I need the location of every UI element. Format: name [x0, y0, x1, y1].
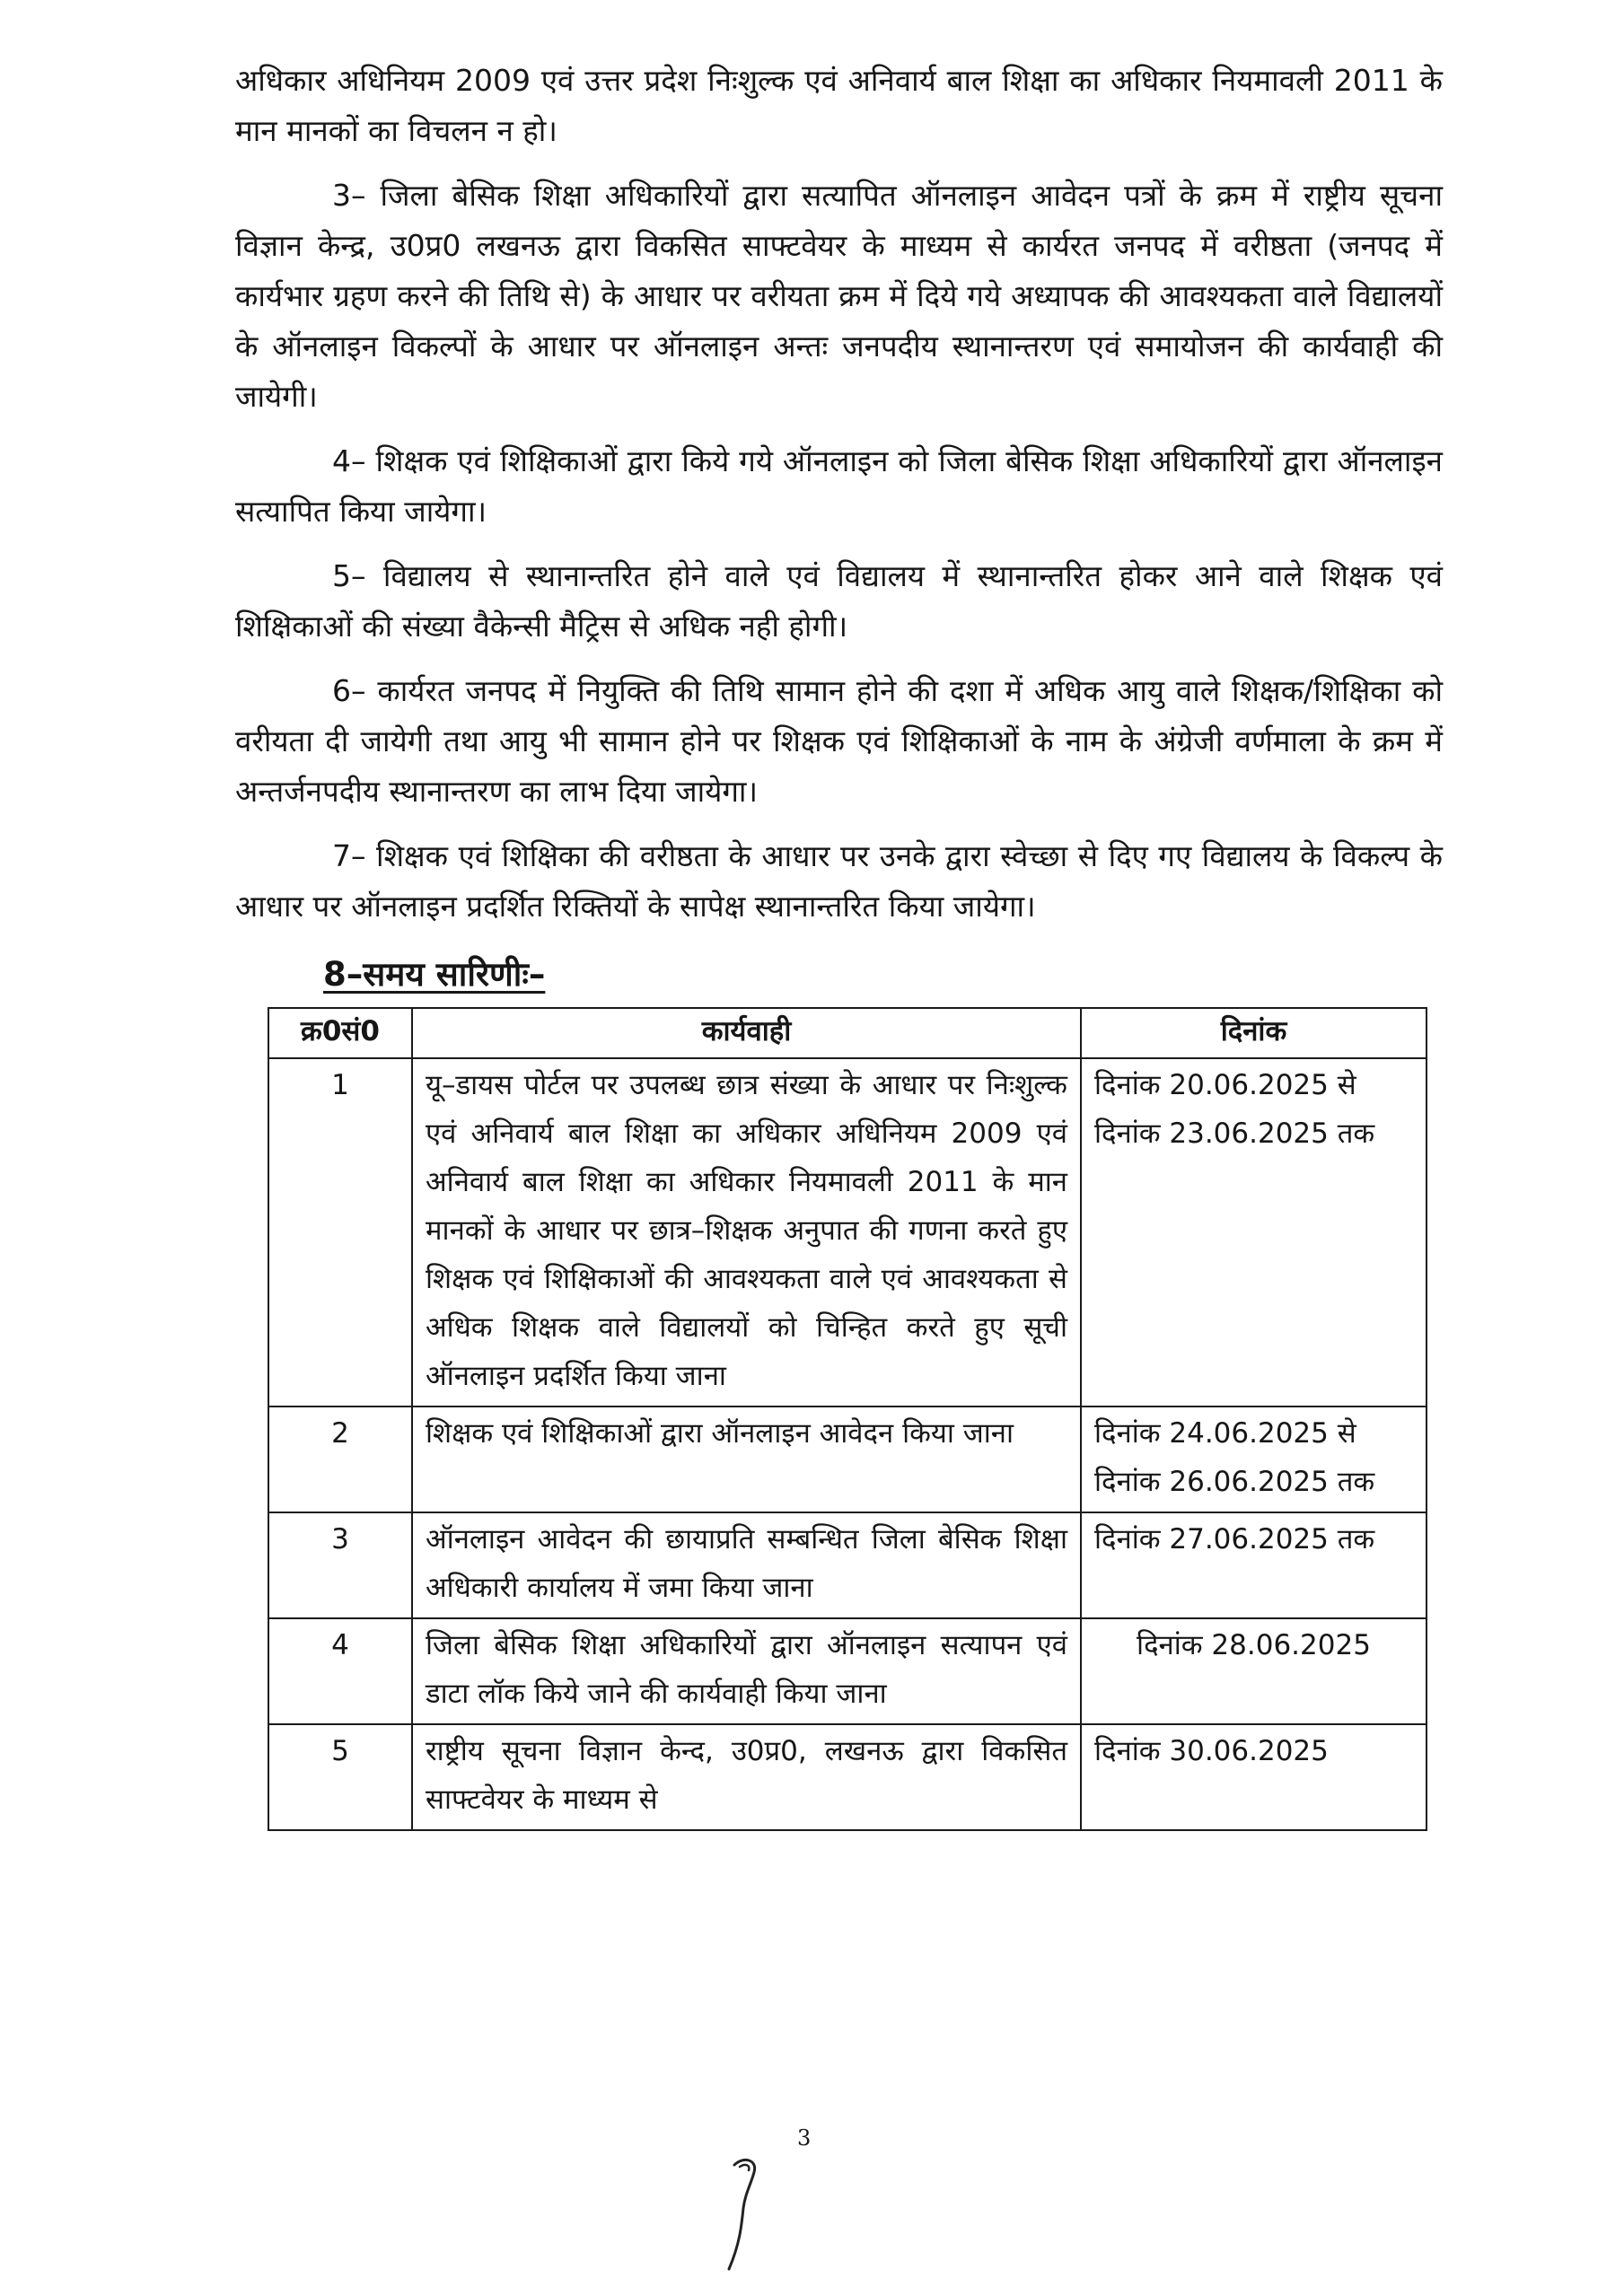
- cell-serial: 1: [268, 1058, 412, 1407]
- cell-action: जिला बेसिक शिक्षा अधिकारियों द्वारा ऑनलाइन सत्यापन एवं डाटा लॉक किये जाने की कार्यवाही किया जाना: [412, 1618, 1081, 1724]
- date-line: दिनांक 27.06.2025 तक: [1094, 1523, 1375, 1555]
- cell-date: [1081, 1618, 1426, 1724]
- header-action: कार्यवाही: [412, 1008, 1081, 1058]
- date-line: दिनांक 23.06.2025 तक: [1094, 1117, 1375, 1150]
- cell-date: [1081, 1512, 1426, 1618]
- cell-action: राष्ट्रीय सूचना विज्ञान केन्द, उ0प्र0, लखनऊ द्वारा विकसित साफ्टवेयर के माध्यम से: [412, 1724, 1081, 1830]
- table-row: [268, 1058, 1426, 1407]
- cell-serial: 3: [268, 1512, 412, 1618]
- paragraph-point-3: 3– जिला बेसिक शिक्षा अधिकारियों द्वारा सत्यापित ऑनलाइन आवेदन पत्रों के क्रम में राष्ट्रीय सूचना विज्ञान केन्द्र, उ0प्र0 लखनऊ द्वारा विकसित साफ्टवेयर के माध्यम से कार्यरत जनपद में वरीष्ठता (जनपद में कार्यभार ग्रहण करने की तिथि से) के आधार पर वरीयता क्रम में दिये गये अध्यापक की आवश्यकता वाले विद्यालयों के ऑनलाइन विकल्पों के आधार पर ऑनलाइन अन्तः जनपदीय स्थानान्तरण एवं समायोजन की कार्यवाही की जायेगी।: [235, 178, 1443, 414]
- table-row: [268, 1618, 1426, 1724]
- schedule-table: [268, 1007, 1427, 1831]
- table-row: [268, 1724, 1426, 1830]
- cell-serial: 4: [268, 1618, 412, 1724]
- cell-action: ऑनलाइन आवेदन की छायाप्रति सम्बन्धित जिला बेसिक शिक्षा अधिकारी कार्यालय में जमा किया जाना: [412, 1512, 1081, 1618]
- cell-action: यू–डायस पोर्टल पर उपलब्ध छात्र संख्या के आधार पर निःशुल्क एवं अनिवार्य बाल शिक्षा का अधिकार अधिनियम 2009 एवं अनिवार्य बाल शिक्षा का अधिकार नियमावली 2011 के मान मानकों के आधार पर छात्र–शिक्षक अनुपात की गणना करते हुए शिक्षक एवं शिक्षिकाओं की आवश्यकता वाले एवं आवश्यकता से अधिक शिक्षक वाले विद्यालयों को चिन्हित करते हुए सूची ऑनलाइन प्रदर्शित किया जाना: [412, 1058, 1081, 1407]
- paragraph-point-5: 5– विद्यालय से स्थानान्तरित होने वाले एवं विद्यालय में स्थानान्तरित होकर आने वाले शिक्षक एवं शिक्षिकाओं की संख्या वैकेन्सी मैट्रिस से अधिक नही होगी।: [235, 558, 1443, 644]
- date-line: दिनांक 30.06.2025: [1094, 1735, 1329, 1767]
- table-header-row: [268, 1008, 1426, 1058]
- header-serial: क्र0सं0: [268, 1008, 412, 1058]
- cell-date: [1081, 1407, 1426, 1512]
- date-line: दिनांक 20.06.2025 से: [1094, 1069, 1356, 1101]
- header-date: दिनांक: [1081, 1008, 1426, 1058]
- cell-serial: 2: [268, 1407, 412, 1512]
- schedule-heading: 8–समय सारिणीः–: [323, 955, 546, 994]
- cell-date: [1081, 1058, 1426, 1407]
- page-number: 3: [797, 2125, 812, 2151]
- date-line: दिनांक 28.06.2025: [1137, 1629, 1371, 1661]
- date-line: दिनांक 26.06.2025 तक: [1094, 1466, 1375, 1498]
- paragraph-point-4: 4– शिक्षक एवं शिक्षिकाओं द्वारा किये गये ऑनलाइन को जिला बेसिक शिक्षा अधिकारियों द्वारा ऑनलाइन सत्यापित किया जायेगा।: [235, 443, 1443, 529]
- table-row: [268, 1407, 1426, 1512]
- cell-date: [1081, 1724, 1426, 1830]
- date-line: दिनांक 24.06.2025 से: [1094, 1417, 1356, 1450]
- paragraph-continuation: अधिकार अधिनियम 2009 एवं उत्तर प्रदेश निःशुल्क एवं अनिवार्य बाल शिक्षा का अधिकार नियमावली 2011 के मान मानकों का विचलन न हो।: [235, 63, 1443, 148]
- cell-action: शिक्षक एवं शिक्षिकाओं द्वारा ऑनलाइन आवेदन किया जाना: [412, 1407, 1081, 1512]
- table-row: [268, 1512, 1426, 1618]
- signature-mark-icon: [718, 2154, 781, 2280]
- paragraph-point-7: 7– शिक्षक एवं शिक्षिका की वरीष्ठता के आधार पर उनके द्वारा स्वेच्छा से दिए गए विद्यालय के विकल्प के आधार पर ऑनलाइन प्रदर्शित रिक्तियों के सापेक्ष स्थानान्तरित किया जायेगा।: [235, 838, 1443, 924]
- cell-serial: 5: [268, 1724, 412, 1830]
- paragraph-point-6: 6– कार्यरत जनपद में नियुक्ति की तिथि सामान होने की दशा में अधिक आयु वाले शिक्षक/शिक्षिका को वरीयता दी जायेगी तथा आयु भी सामान होने पर शिक्षक एवं शिक्षिकाओं के नाम के अंग्रेजी वर्णमाला के क्रम में अन्तर्जनपदीय स्थानान्तरण का लाभ दिया जायेगा।: [235, 673, 1443, 809]
- page-content: [235, 56, 1443, 1831]
